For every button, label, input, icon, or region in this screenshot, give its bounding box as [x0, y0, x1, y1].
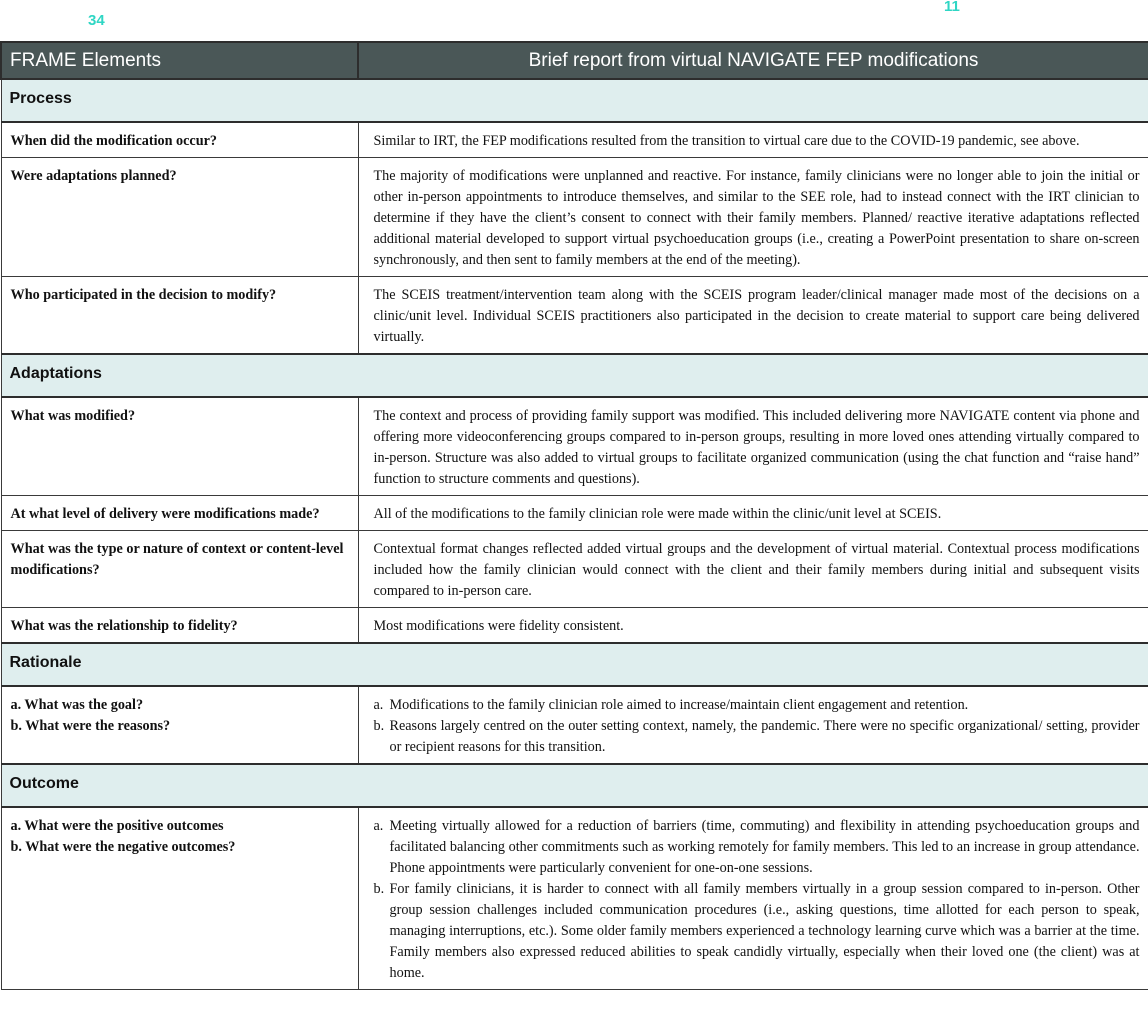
table-row — [1, 158, 1148, 277]
answer-cell: Similar to IRT, the FEP modifications resulted from the transition to virtual care due to the COVID-19 pandemic, see above. — [358, 122, 1148, 158]
question-cell: At what level of delivery were modifications made? — [1, 496, 358, 531]
list-text: For family clinicians, it is harder to connect with all family members virtually in a group session compared to in-person. Other group session challenges included communication procedures (i.e., asking questions, time allotted for each person to speak, managing interruptions, etc.). Some older family members experienced a technology learning curve which was a barrier at the time. Family members also expressed reduced abilities to speak candidly virtually, especially when their loved one (the client) was at home. — [389, 881, 1140, 981]
frame-table — [0, 41, 1148, 990]
section-row-rationale — [1, 643, 1148, 686]
question-cell — [1, 807, 358, 990]
list-item — [374, 716, 1140, 758]
table-row — [1, 122, 1148, 158]
table-row — [1, 397, 1148, 496]
header-brief-report: Brief report from virtual NAVIGATE FEP modifications — [358, 42, 1148, 79]
answer-cell: Most modifications were fidelity consistent. — [358, 608, 1148, 644]
list-text: Reasons largely centred on the outer setting context, namely, the pandemic. There were no specific organizational/ setting, provider or recipient reasons for this transition. — [389, 718, 1140, 755]
list-marker: a. — [373, 818, 384, 834]
answer-cell: The majority of modifications were unplanned and reactive. For instance, family clinicians were no longer able to join the initial or other in-person appointments to introduce themselves, and similar to the SEE role, had to instead connect with the IRT clinician to determine if they have the client’s consent to connect with their family members. Planned/ reactive iterative adaptations reflected additional material developed to support virtual psychoeducation groups (i.e., creating a PowerPoint presentation to share on-screen synchronously, and then sent to family members at the end of the meeting). — [358, 158, 1148, 277]
answer-cell: Contextual format changes reflected added virtual groups and the development of virtual material. Contextual process modifications included how the family clinician would connect with the client and their family members during initial and subsequent visits compared to in-person care. — [358, 531, 1148, 608]
table-row — [1, 531, 1148, 608]
section-title: Outcome — [1, 764, 1148, 807]
section-row-outcome — [1, 764, 1148, 807]
question-line: a. What was the goal? — [10, 697, 144, 713]
table-row — [1, 277, 1148, 355]
question-cell — [1, 686, 358, 764]
list-marker: b. — [373, 881, 385, 897]
table-row — [1, 496, 1148, 531]
list-item — [374, 695, 1140, 716]
table-row — [1, 686, 1148, 764]
answer-cell — [358, 807, 1148, 990]
table-header-row — [1, 42, 1148, 79]
list-text: Modifications to the family clinician role aimed to increase/maintain client engagement and retention. — [389, 697, 969, 713]
question-cell: What was modified? — [1, 397, 358, 496]
page-number-left: 34 — [88, 12, 105, 29]
question-cell: Who participated in the decision to modify? — [1, 277, 358, 355]
section-title: Process — [1, 79, 1148, 122]
section-row-process — [1, 79, 1148, 122]
section-title: Adaptations — [1, 354, 1148, 397]
list-marker: b. — [373, 718, 385, 734]
section-title: Rationale — [1, 643, 1148, 686]
table-row — [1, 608, 1148, 644]
answer-cell: All of the modifications to the family clinician role were made within the clinic/unit level at SCEIS. — [358, 496, 1148, 531]
table-row — [1, 807, 1148, 990]
list-marker: a. — [373, 697, 384, 713]
list-text: Meeting virtually allowed for a reduction of barriers (time, commuting) and flexibility in attending psychoeducation groups and facilitated balancing other commitments such as working remotely for family members. This led to an increase in group attendance. Phone appointments were particularly convenient for one-on-one sessions. — [389, 818, 1140, 876]
question-line: b. What were the reasons? — [10, 718, 171, 734]
answer-cell: The SCEIS treatment/intervention team along with the SCEIS program leader/clinical manager made most of the decisions on a clinic/unit level. Individual SCEIS practitioners also participated in the decision to create material to support care being delivered virtually. — [358, 277, 1148, 355]
question-cell: What was the type or nature of context or content-level modifications? — [1, 531, 358, 608]
answer-cell — [358, 686, 1148, 764]
question-cell: When did the modification occur? — [1, 122, 358, 158]
question-line: a. What were the positive outcomes — [10, 818, 224, 834]
header-frame-elements: FRAME Elements — [1, 42, 358, 79]
list-item — [374, 816, 1140, 879]
list-item — [374, 879, 1140, 984]
page-number-right: 11 — [944, 0, 960, 15]
answer-cell: The context and process of providing family support was modified. This included delivering more NAVIGATE content via phone and offering more videoconferencing groups compared to in-person groups, resulting in more loved ones attending virtually compared to in-person. Structure was also added to virtual groups to facilitate organized communication (using the chat function and “raise hand” function to structure comments and questions). — [358, 397, 1148, 496]
question-line: b. What were the negative outcomes? — [10, 839, 236, 855]
section-row-adaptations — [1, 354, 1148, 397]
question-cell: What was the relationship to fidelity? — [1, 608, 358, 644]
question-cell: Were adaptations planned? — [1, 158, 358, 277]
